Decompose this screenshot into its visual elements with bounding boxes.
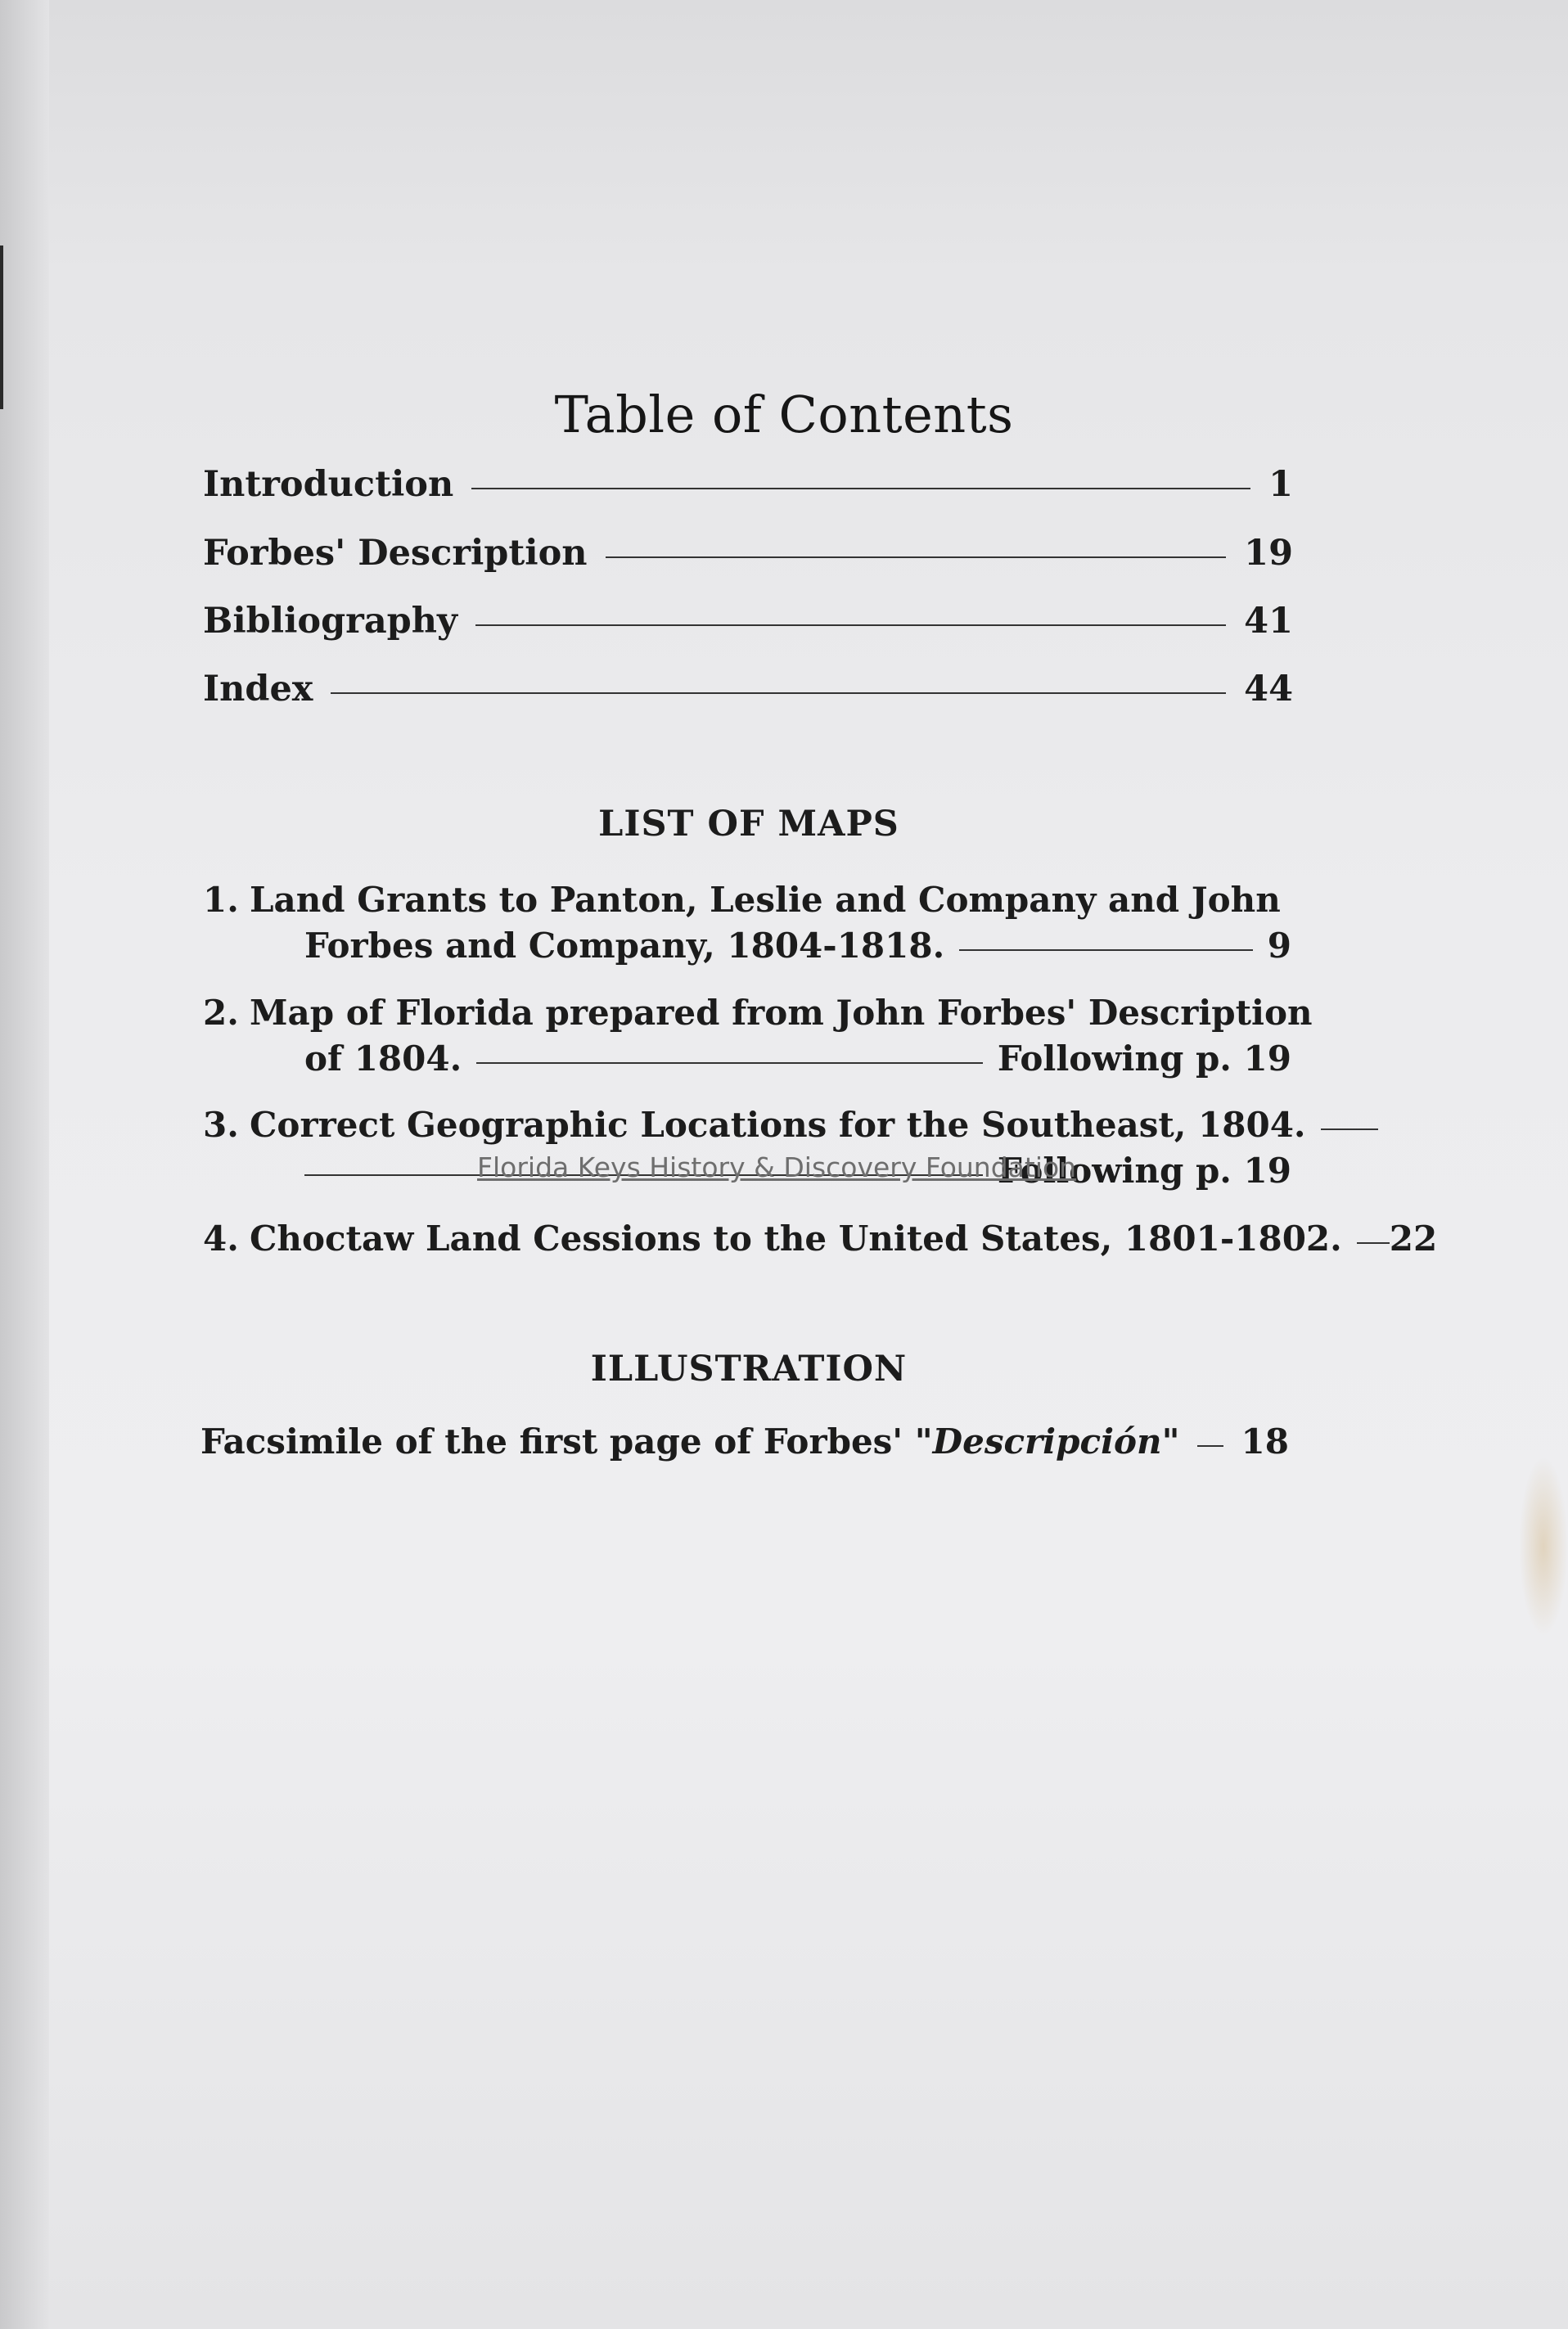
dot-leader — [1357, 1242, 1390, 1244]
dot-leader — [475, 624, 1226, 626]
page-left-shadow — [0, 0, 49, 2329]
map-page-number: Following p. 19 — [997, 1151, 1291, 1191]
map-title-continuation: of 1804. — [304, 1038, 462, 1079]
dot-leader — [1321, 1128, 1378, 1130]
dot-leader — [606, 556, 1227, 558]
toc-page-number: 1 — [1268, 464, 1293, 505]
map-entry-1[interactable] — [203, 877, 1291, 969]
illustration-row[interactable] — [201, 1421, 1289, 1462]
map-title-line2 — [203, 923, 1291, 969]
map-title-line1: Map of Florida prepared from John Forbes' Description — [250, 993, 1313, 1033]
map-title-text: Correct Geographic Locations for the Southeast, 1804. — [250, 1105, 1306, 1145]
map-number: 1. — [203, 880, 239, 920]
toc-label: Introduction — [203, 464, 454, 505]
watermark-link[interactable]: Florida Keys History & Discovery Foundation — [477, 1151, 1077, 1183]
toc-label: Bibliography — [203, 601, 457, 642]
maps-heading: LIST OF MAPS — [598, 804, 899, 845]
illustration-heading: ILLUSTRATION — [590, 1349, 908, 1390]
paper-stain — [1519, 1457, 1568, 1637]
map-number: 3. — [203, 1105, 239, 1145]
illustration-label — [201, 1421, 1179, 1462]
map-number: 4. — [203, 1219, 239, 1259]
map-page-number: 22 — [1389, 1219, 1438, 1259]
toc-label: Index — [203, 669, 313, 710]
map-page-number: 9 — [1267, 926, 1291, 966]
dot-leader — [959, 949, 1253, 951]
toc-page-number: 19 — [1244, 533, 1293, 574]
dot-leader — [471, 488, 1250, 489]
map-title-line1 — [203, 1216, 1438, 1262]
map-entry-4[interactable] — [203, 1216, 1438, 1262]
map-title-line1 — [203, 1102, 1306, 1148]
toc-page-number: 41 — [1244, 601, 1293, 642]
dot-leader — [476, 1062, 983, 1064]
toc-row-index[interactable] — [203, 669, 1293, 710]
toc-row-introduction[interactable] — [203, 464, 1293, 505]
map-page-number: Following p. 19 — [997, 1038, 1291, 1079]
illustration-label-text: Facsimile of the first page of Forbes' — [201, 1421, 915, 1462]
toc-row-forbes-description[interactable] — [203, 533, 1293, 574]
map-number: 2. — [203, 993, 239, 1033]
toc-page-number: 44 — [1244, 669, 1293, 710]
map-title-text: Choctaw Land Cessions to the United States, 1801-1802. — [250, 1219, 1342, 1259]
page-title: Table of Contents — [554, 385, 1014, 444]
map-title-line1: Land Grants to Panton, Leslie and Company and John — [250, 880, 1281, 920]
map-title-line2 — [203, 1036, 1291, 1082]
illustration-page-number: 18 — [1241, 1421, 1289, 1462]
dot-leader — [1197, 1445, 1223, 1447]
map-title-continuation: Forbes and Company, 1804-1818. — [304, 926, 945, 966]
toc-label: Forbes' Description — [203, 533, 588, 574]
illustration-label-italic: "Descripción" — [914, 1421, 1180, 1462]
toc-row-bibliography[interactable] — [203, 601, 1293, 642]
dot-leader — [331, 692, 1226, 694]
map-entry-2[interactable] — [203, 990, 1313, 1082]
